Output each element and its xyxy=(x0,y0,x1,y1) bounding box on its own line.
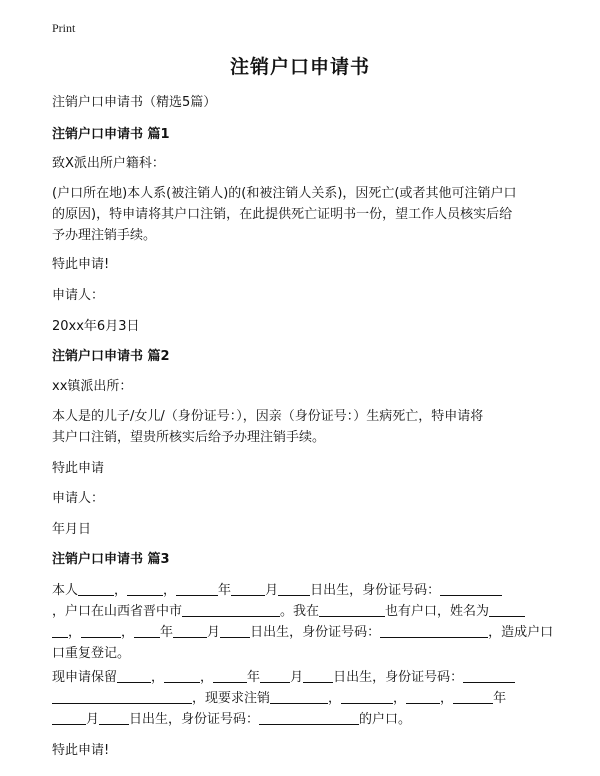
text-run: 日出生，身份证号码： xyxy=(310,583,441,598)
text-run: ， xyxy=(121,625,135,640)
blank-line xyxy=(52,710,86,725)
text-run: ， xyxy=(328,691,342,706)
text-run: 月 xyxy=(207,625,221,640)
text-run: ， xyxy=(163,583,177,598)
text-run: 月 xyxy=(86,712,100,727)
document-subtitle: 注销户口申请书（精选5篇） xyxy=(52,95,217,110)
text-run: ， xyxy=(200,670,214,685)
text-run: 本人 xyxy=(52,583,79,598)
blank-line xyxy=(406,689,440,704)
text-run: 现申请保留 xyxy=(52,670,118,685)
blank-line xyxy=(173,623,207,638)
blank-line xyxy=(164,668,200,683)
text-run: ， xyxy=(440,691,454,706)
blank-line xyxy=(341,689,393,704)
blank-line xyxy=(453,689,493,704)
blank-line xyxy=(182,602,280,617)
blank-line xyxy=(127,581,163,596)
text-run: ， xyxy=(151,670,165,685)
section-1-applicant: 申请人： xyxy=(52,288,105,303)
text-run: 年 xyxy=(493,691,507,706)
blank-line xyxy=(213,668,247,683)
document-title: 注销户口申请书 xyxy=(229,56,370,78)
blank-line xyxy=(134,623,160,638)
text-run: 月 xyxy=(265,583,279,598)
section-2-body-line: 本人是的儿子/女儿/（身份证号：），因亲（身份证号：）生病死亡，特申请将 xyxy=(52,409,484,424)
section-2-salutation: xx镇派出所： xyxy=(52,379,133,394)
section-2-applicant: 申请人： xyxy=(52,491,105,506)
section-3-para-1-line: 口重复登记。 xyxy=(52,646,131,661)
text-run: 日出生，身份证号码： xyxy=(333,670,464,685)
print-link[interactable]: Print xyxy=(52,21,76,35)
section-2-heading: 注销户口申请书 篇2 xyxy=(52,349,170,364)
blank-line xyxy=(81,623,121,638)
blank-line xyxy=(117,668,151,683)
blank-line xyxy=(231,581,265,596)
section-1-body-line: 予办理注销手续。 xyxy=(52,228,157,243)
blank-line xyxy=(270,689,328,704)
section-1-heading: 注销户口申请书 篇1 xyxy=(52,127,170,142)
section-2-date: 年月日 xyxy=(52,522,92,537)
text-run: 也有户口，姓名为 xyxy=(385,604,490,619)
text-run: ， xyxy=(393,691,407,706)
text-run: 。我在 xyxy=(280,604,320,619)
blank-line xyxy=(52,623,68,638)
text-run: ，造成户口 xyxy=(488,625,554,640)
text-run: 年 xyxy=(160,625,174,640)
section-2-body-line: 其户口注销，望贵所核实后给予办理注销手续。 xyxy=(52,430,326,445)
section-3-para-1-line xyxy=(52,580,548,601)
section-3-heading: 注销户口申请书 篇3 xyxy=(52,552,170,567)
section-1-body-line: 的原因)，特申请将其户口注销，在此提供死亡证明书一份，望工作人员核实后给 xyxy=(52,207,513,222)
text-run: ，现要求注销 xyxy=(192,691,271,706)
blank-line xyxy=(259,710,359,725)
section-1-salutation: 致X派出所户籍科： xyxy=(52,156,165,171)
text-run: ，户口在山西省晋中市 xyxy=(52,604,183,619)
text-run: 月 xyxy=(290,670,304,685)
blank-line xyxy=(78,581,114,596)
section-2-closing: 特此申请 xyxy=(52,461,105,476)
section-3-para-2-line xyxy=(52,709,548,730)
section-3-para-1-line xyxy=(52,622,554,643)
text-run: 日出生，身份证号码： xyxy=(250,625,381,640)
text-run: 日出生，身份证号码： xyxy=(129,712,260,727)
blank-line xyxy=(380,623,488,638)
blank-line xyxy=(463,668,515,683)
blank-line xyxy=(260,668,290,683)
blank-line xyxy=(278,581,310,596)
section-1-body-line: (户口所在地)本人系(被注销人)的(和被注销人关系)，因死亡(或者其他可注销户口 xyxy=(52,186,517,201)
blank-line xyxy=(220,623,250,638)
blank-line xyxy=(489,602,525,617)
text-run: 年 xyxy=(218,583,232,598)
blank-line xyxy=(319,602,385,617)
section-3-closing: 特此申请! xyxy=(52,743,110,758)
blank-line xyxy=(303,668,333,683)
section-1-closing: 特此申请! xyxy=(52,257,110,272)
section-3-para-1-line xyxy=(52,601,548,622)
blank-line xyxy=(99,710,129,725)
blank-line xyxy=(440,581,502,596)
section-3-para-2-line xyxy=(52,688,548,709)
text-run: ， xyxy=(114,583,128,598)
blank-line xyxy=(52,689,192,704)
text-run: ， xyxy=(68,625,82,640)
text-run: 年 xyxy=(247,670,261,685)
section-3-para-2-line xyxy=(52,667,548,688)
blank-line xyxy=(176,581,218,596)
text-run: 的户口。 xyxy=(359,712,412,727)
section-1-date: 20xx年6月3日 xyxy=(52,319,140,334)
